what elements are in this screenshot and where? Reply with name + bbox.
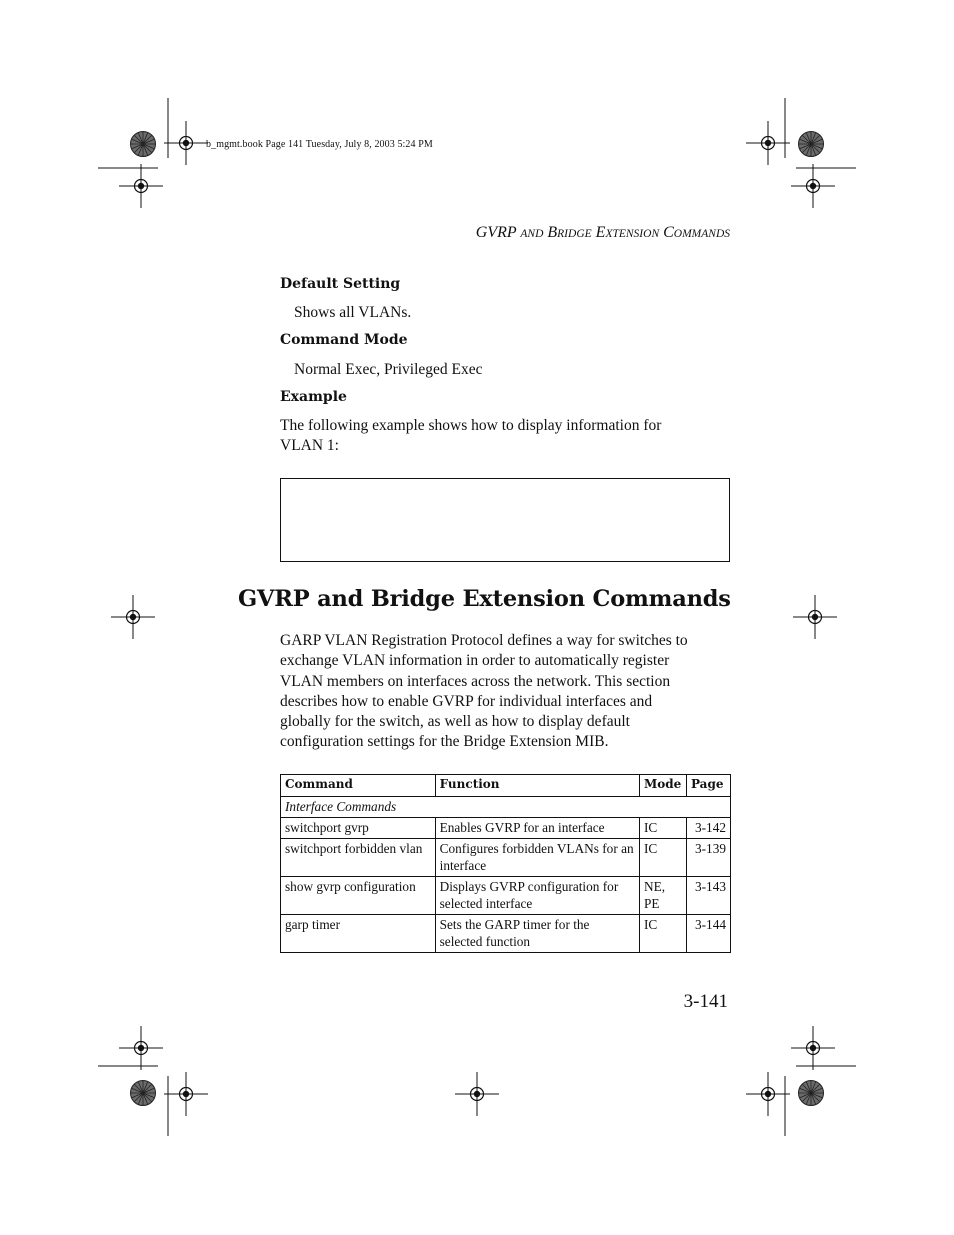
command-table: [280, 774, 731, 953]
example-line: The following example shows how to display information for: [280, 417, 662, 434]
cell-function: Displays GVRP configuration for selected interface: [435, 877, 639, 915]
header-page: Page: [686, 775, 730, 797]
example-code-box: [280, 478, 730, 562]
running-head-word: AND: [520, 228, 544, 240]
running-head-word: C: [663, 224, 674, 241]
cell-mode: IC: [640, 818, 687, 839]
command-mode-text: Normal Exec, Privileged Exec: [294, 361, 483, 378]
cell-function: Enables GVRP for an interface: [435, 818, 639, 839]
print-slug: b_mgmt.book Page 141 Tuesday, July 8, 2003 5:24 PM: [206, 139, 433, 150]
example-heading: Example: [280, 389, 347, 405]
table-group-row: [281, 797, 731, 818]
intro-line: GARP VLAN Registration Protocol defines a way for switches to: [280, 632, 688, 649]
cell-command: show gvrp configuration: [281, 877, 436, 915]
header-command: Command: [281, 775, 436, 797]
running-head-word: OMMANDS: [673, 228, 730, 240]
example-text: [280, 416, 730, 457]
cell-command: switchport gvrp: [281, 818, 436, 839]
group-label: Interface Commands: [281, 797, 731, 818]
cell-command: garp timer: [281, 915, 436, 953]
table-header-row: [281, 775, 731, 797]
chapter-intro: [280, 631, 730, 753]
intro-line: globally for the switch, as well as how to display default: [280, 713, 630, 731]
header-mode: Mode: [640, 775, 687, 797]
cell-page: 3-143: [686, 877, 730, 915]
intro-line: VLAN members on interfaces across the network. This section: [280, 672, 671, 690]
default-setting-text: Shows all VLANs.: [294, 304, 412, 321]
default-setting-heading: Default Setting: [280, 276, 401, 292]
cell-command: switchport forbidden vlan: [281, 839, 436, 877]
chapter-title: GVRP and Bridge Extension Commands: [238, 586, 731, 612]
running-head: [476, 224, 730, 242]
intro-line: describes how to enable GVRP for individual interfaces and: [280, 692, 653, 710]
table-row: [281, 877, 731, 915]
running-head-word: GVRP: [475, 224, 517, 241]
example-line: VLAN 1:: [280, 437, 339, 455]
command-mode-heading: Command Mode: [280, 332, 408, 348]
table-row: [281, 818, 731, 839]
table-row: [281, 915, 731, 953]
running-head-word: XTENSION: [605, 228, 660, 240]
cell-mode: NE, PE: [640, 877, 687, 915]
table-row: [281, 839, 731, 877]
intro-line: exchange VLAN information in order to automatically register: [280, 652, 670, 670]
cell-page: 3-139: [686, 839, 730, 877]
cell-page: 3-142: [686, 818, 730, 839]
running-head-word: E: [595, 224, 606, 241]
running-head-word: RIDGE: [557, 228, 592, 240]
running-head-word: B: [547, 224, 558, 241]
cell-function: Sets the GARP timer for the selected function: [435, 915, 639, 953]
cell-function: Configures forbidden VLANs for an interface: [435, 839, 639, 877]
cell-mode: IC: [640, 915, 687, 953]
header-function: Function: [435, 775, 639, 797]
cell-page: 3-144: [686, 915, 730, 953]
intro-line: configuration settings for the Bridge Extension MIB.: [280, 733, 609, 751]
cell-mode: IC: [640, 839, 687, 877]
page-number: 3-141: [683, 991, 728, 1012]
